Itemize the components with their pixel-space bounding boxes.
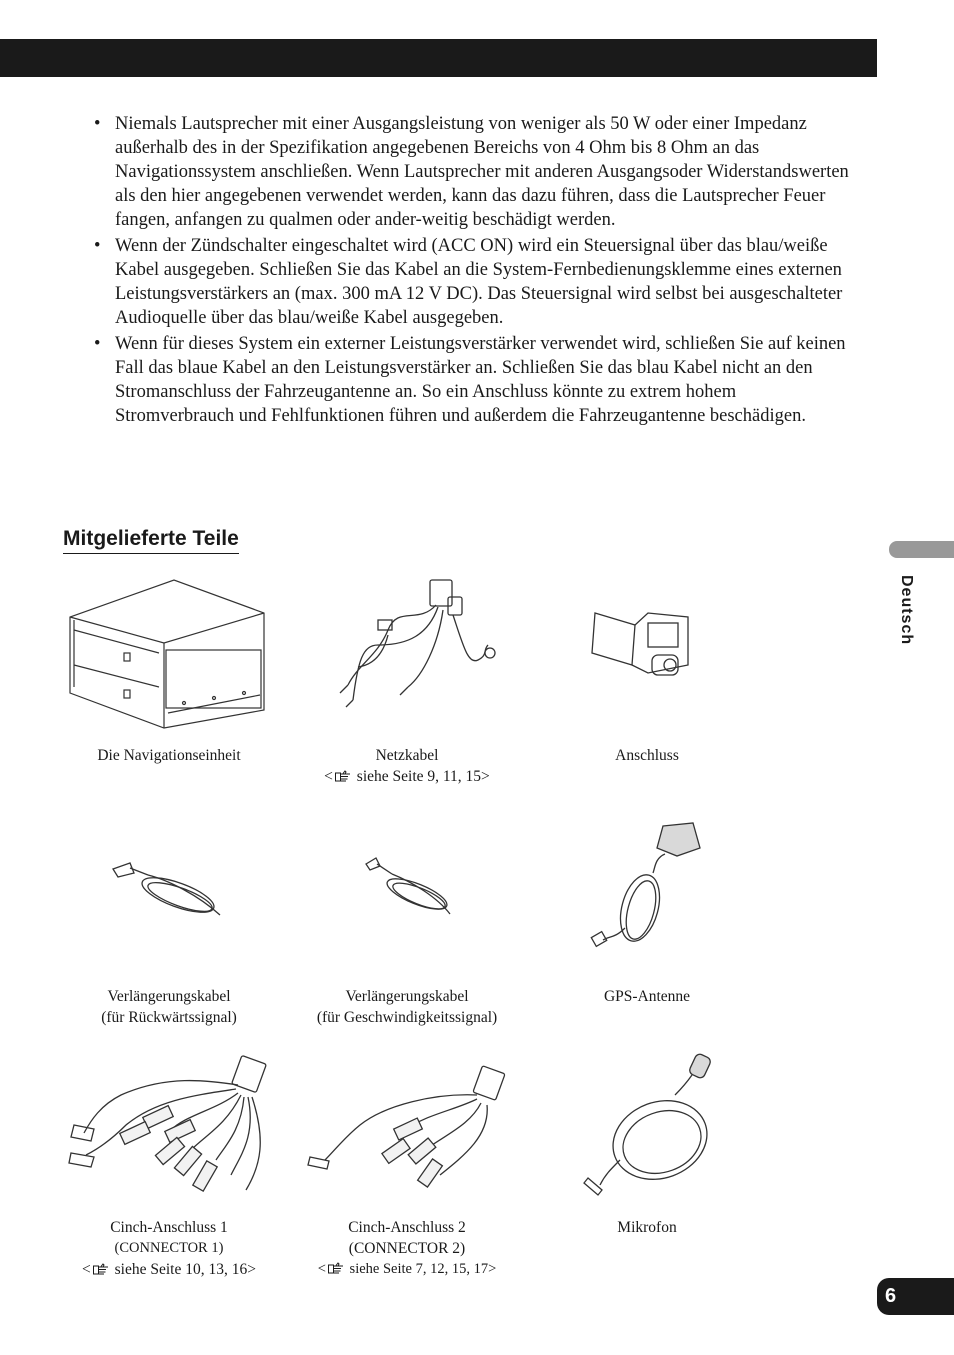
- bullet-text: Niemals Lautsprecher mit einer Ausgangsleistung von weniger als 50 W oder einer Impedanz außerhalb des in der Spezifikation angegebenen Bereichs von 4 Ohm bis 8 Ohm an das Navigationssystem anschließen. Wenn Lautsprecher mit anderen Ausgangsoder Widerstandswerten als den hier angegebenen verwendet werden, kann das dazu führen, dass die Lautsprecher Feuer fangen, anfangen zu qualmen oder ander-weitig beschädigt werden.: [115, 114, 849, 230]
- warning-list: [92, 112, 852, 430]
- pointing-hand-icon: [335, 770, 351, 783]
- page-reference: [54, 1259, 284, 1280]
- part-name: Mikrofon: [617, 1219, 677, 1236]
- power-cable-image: [318, 575, 503, 715]
- caption-connector: [532, 745, 762, 766]
- header-bar: [0, 39, 877, 77]
- gps-antenna-image: [585, 818, 705, 958]
- caption-gps-antenna: [532, 986, 762, 1007]
- reference-open: <: [317, 1261, 326, 1277]
- list-item: [92, 332, 852, 428]
- part-detail: (CONNECTOR 1): [114, 1240, 224, 1256]
- language-tab: [889, 541, 954, 558]
- extension-cable-reverse-image: [108, 855, 228, 925]
- part-detail: (CONNECTOR 2): [348, 1240, 466, 1257]
- bullet-marker: •: [94, 114, 101, 134]
- list-item: [92, 112, 852, 232]
- part-name: GPS-Antenne: [603, 988, 691, 1005]
- language-label: Deutsch: [898, 575, 915, 646]
- extension-cable-speed-image: [362, 852, 457, 922]
- bullet-marker: •: [94, 334, 101, 354]
- reference-text: siehe Seite 7, 12, 15, 17>: [349, 1261, 497, 1277]
- pointing-hand-icon: [328, 1262, 344, 1275]
- part-name: Anschluss: [615, 747, 679, 764]
- connector-image: [590, 605, 700, 685]
- part-name: Cinch-Anschluss 1: [110, 1219, 228, 1236]
- caption-ext-cable-reverse: [54, 986, 284, 1028]
- reference-open: <: [82, 1261, 91, 1278]
- part-name: Netzkabel: [375, 747, 439, 764]
- rca-connector-2-image: [305, 1065, 510, 1190]
- microphone-image: [580, 1050, 715, 1205]
- reference-text: siehe Seite 9, 11, 15>: [356, 768, 490, 785]
- reference-text: siehe Seite 10, 13, 16>: [114, 1261, 256, 1278]
- page-reference: [292, 766, 522, 787]
- list-item: [92, 234, 852, 330]
- caption-microphone: [532, 1217, 762, 1238]
- page-number: 6: [877, 1278, 954, 1315]
- caption-rca-2: [292, 1217, 522, 1280]
- bullet-text: Wenn für dieses System ein externer Leistungsverstärker verwendet wird, schließen Sie auf keinen Fall das blaue Kabel an den Leistungsverstärker an. Schließen Sie das blau Kabel nicht an den Stromanschluss der Fahrzeugantenne an. So ein Anschluss könnte zu extrem hohem Stromverbrauch und Fehlfunktionen führen und außerdem die Fahrzeugantenne beschädigen.: [115, 334, 846, 426]
- bullet-text: Wenn der Zündschalter eingeschaltet wird (ACC ON) wird ein Steuersignal über das blau/weiße Kabel ausgegeben. Schließen Sie das Kabel an die System-Fernbedienungsklemme eines externen Leistungsverstärkers an (max. 300 mA 12 V DC). Das Steuersignal wird selbst bei ausgeschalteter Audioquelle über das blau/weiße Kabel ausgegeben.: [115, 236, 843, 328]
- part-detail: (für Rückwärtssignal): [101, 1009, 237, 1026]
- caption-ext-cable-speed: [292, 986, 522, 1028]
- caption-power-cable: [292, 745, 522, 787]
- bullet-marker: •: [94, 236, 101, 256]
- rca-connector-1-image: [66, 1055, 271, 1205]
- section-title: Mitgelieferte Teile: [63, 526, 239, 554]
- part-name: Verlängerungskabel: [107, 988, 231, 1005]
- part-name: Cinch-Anschluss 2: [348, 1219, 466, 1236]
- page-reference: [292, 1259, 522, 1280]
- navigation-unit-image: [64, 575, 274, 735]
- part-name: Verlängerungskabel: [345, 988, 469, 1005]
- part-name: Die Navigationseinheit: [97, 747, 241, 764]
- caption-nav-unit: [54, 745, 284, 766]
- pointing-hand-icon: [93, 1263, 109, 1276]
- caption-rca-1: [54, 1217, 284, 1280]
- reference-open: <: [324, 768, 333, 785]
- part-detail: (für Geschwindigkeitssignal): [316, 1009, 498, 1026]
